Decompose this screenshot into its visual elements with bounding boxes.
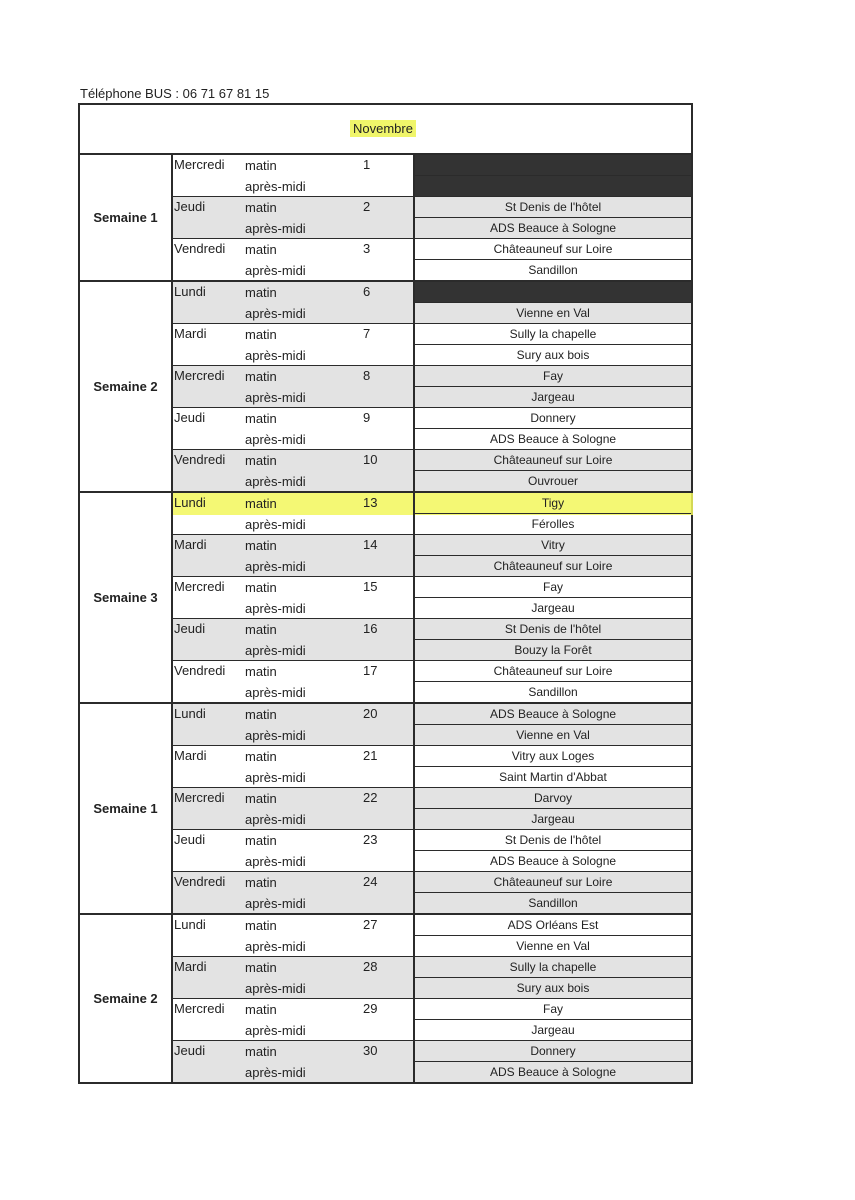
week-block: [80, 282, 691, 493]
place-cells: [415, 661, 691, 702]
place-afternoon: Sury aux bois: [516, 980, 590, 995]
morning-slot: [173, 704, 413, 725]
place-cells: [415, 282, 691, 323]
day-row: [173, 871, 691, 913]
afternoon-slot: [173, 218, 413, 239]
morning-slot: [173, 957, 413, 978]
place-cells: [415, 704, 691, 745]
afternoon-slot: [173, 682, 413, 703]
day-name: Mardi: [174, 326, 207, 341]
morning-slot: [173, 830, 413, 851]
afternoon-slot: [173, 514, 413, 535]
afternoon-slot: [173, 429, 413, 450]
morning-slot: [173, 450, 413, 471]
period-afternoon: après-midi: [245, 347, 306, 363]
schedule-table: [78, 103, 693, 1084]
place-cells: [415, 493, 691, 534]
place-cells: [415, 999, 691, 1040]
place-morning: Fay: [415, 999, 691, 1020]
day-name: Mercredi: [174, 1001, 225, 1016]
week-label: Semaine 2: [80, 282, 173, 491]
place-morning: Vitry: [415, 535, 691, 556]
period-afternoon: après-midi: [245, 1064, 306, 1080]
place-morning: St Denis de l'hôtel: [415, 830, 691, 851]
place-afternoon: ADS Beauce à Sologne: [489, 1064, 617, 1079]
period-morning: matin: [245, 158, 277, 173]
day-row: [173, 407, 691, 449]
day-row: [173, 660, 691, 702]
day-row: [173, 365, 691, 407]
day-label-cell: [173, 915, 415, 956]
period-afternoon: après-midi: [245, 389, 306, 405]
day-row: [173, 915, 691, 956]
morning-slot: [173, 282, 413, 303]
day-date: 28: [363, 959, 378, 974]
period-morning: matin: [245, 875, 277, 890]
period-afternoon: après-midi: [245, 642, 306, 658]
week-label: Semaine 1: [80, 704, 173, 913]
week-label: Semaine 1: [80, 155, 173, 280]
period-morning: matin: [245, 664, 277, 679]
period-afternoon: après-midi: [245, 431, 306, 447]
day-row: [173, 956, 691, 998]
afternoon-slot: [173, 1062, 413, 1083]
period-afternoon: après-midi: [245, 980, 306, 996]
period-morning: matin: [245, 960, 277, 975]
day-label-cell: [173, 830, 415, 871]
place-afternoon: Saint Martin d'Abbat: [499, 769, 607, 784]
month-title: Novembre: [350, 120, 416, 137]
weeks-container: [80, 155, 691, 1082]
day-date: 1: [363, 157, 371, 172]
period-morning: matin: [245, 411, 277, 426]
day-date: 22: [363, 790, 378, 805]
day-name: Lundi: [174, 706, 206, 721]
afternoon-slot: [173, 1020, 413, 1041]
day-date: 3: [363, 241, 371, 256]
week-block: [80, 155, 691, 282]
day-row: [173, 238, 691, 280]
place-morning: Donnery: [415, 408, 691, 429]
period-afternoon: après-midi: [245, 220, 306, 236]
period-morning: matin: [245, 580, 277, 595]
day-row: [173, 196, 691, 238]
place-morning: Tigy: [415, 493, 691, 514]
day-row: [173, 618, 691, 660]
afternoon-slot: [173, 387, 413, 408]
day-row: [173, 493, 691, 534]
period-afternoon: après-midi: [245, 516, 306, 532]
place-cells: [415, 619, 691, 660]
day-row: [173, 829, 691, 871]
morning-slot: [173, 197, 413, 218]
period-afternoon: après-midi: [245, 558, 306, 574]
day-name: Lundi: [174, 495, 206, 510]
day-label-cell: [173, 957, 415, 998]
period-morning: matin: [245, 285, 277, 300]
place-cells: [415, 239, 691, 280]
period-afternoon: après-midi: [245, 684, 306, 700]
day-name: Lundi: [174, 284, 206, 299]
day-name: Jeudi: [174, 199, 206, 214]
afternoon-slot: [173, 598, 413, 619]
period-afternoon: après-midi: [245, 1022, 306, 1038]
place-afternoon: Jargeau: [531, 811, 575, 826]
place-cells: [415, 408, 691, 449]
day-name: Vendredi: [174, 452, 226, 467]
morning-slot: [173, 915, 413, 936]
period-afternoon: après-midi: [245, 473, 306, 489]
afternoon-slot: [173, 809, 413, 830]
day-row: [173, 155, 691, 196]
day-label-cell: [173, 197, 415, 238]
place-afternoon: [415, 176, 691, 197]
title-row: [80, 105, 691, 155]
day-date: 7: [363, 326, 371, 341]
place-afternoon: Vienne en Val: [516, 727, 590, 742]
period-morning: matin: [245, 749, 277, 764]
place-cells: [415, 830, 691, 871]
place-afternoon: Ouvrouer: [527, 473, 579, 488]
morning-slot: [173, 577, 413, 598]
morning-slot: [173, 1041, 413, 1062]
place-morning: St Denis de l'hôtel: [415, 197, 691, 218]
place-afternoon: Sandillon: [528, 895, 578, 910]
place-morning: Donnery: [415, 1041, 691, 1062]
day-date: 24: [363, 874, 378, 889]
day-label-cell: [173, 999, 415, 1040]
period-afternoon: après-midi: [245, 600, 306, 616]
week-label: Semaine 2: [80, 915, 173, 1082]
place-afternoon: Sury aux bois: [516, 347, 590, 362]
day-label-cell: [173, 1041, 415, 1082]
day-label-cell: [173, 788, 415, 829]
place-cells: [415, 366, 691, 407]
period-morning: matin: [245, 1002, 277, 1017]
place-morning: ADS Beauce à Sologne: [415, 704, 691, 725]
afternoon-slot: [173, 725, 413, 746]
day-name: Jeudi: [174, 410, 206, 425]
afternoon-slot: [173, 471, 413, 492]
place-afternoon: Férolles: [531, 516, 575, 531]
day-label-cell: [173, 577, 415, 618]
period-morning: matin: [245, 791, 277, 806]
period-afternoon: après-midi: [245, 938, 306, 954]
place-afternoon: ADS Beauce à Sologne: [489, 220, 617, 235]
place-afternoon: Sandillon: [528, 684, 578, 699]
place-cells: [415, 324, 691, 365]
place-cells: [415, 1041, 691, 1082]
day-date: 15: [363, 579, 378, 594]
day-row: [173, 998, 691, 1040]
morning-slot: [173, 239, 413, 260]
day-row: [173, 534, 691, 576]
afternoon-slot: [173, 978, 413, 999]
period-morning: matin: [245, 918, 277, 933]
period-afternoon: après-midi: [245, 305, 306, 321]
place-morning: Fay: [415, 577, 691, 598]
place-cells: [415, 197, 691, 238]
morning-slot: [173, 324, 413, 345]
day-row: [173, 576, 691, 618]
period-afternoon: après-midi: [245, 727, 306, 743]
day-label-cell: [173, 155, 415, 196]
day-label-cell: [173, 872, 415, 913]
day-date: 27: [363, 917, 378, 932]
day-row: [173, 1040, 691, 1082]
place-afternoon: Jargeau: [531, 600, 575, 615]
morning-slot: [173, 366, 413, 387]
morning-slot: [173, 788, 413, 809]
afternoon-slot: [173, 556, 413, 577]
place-morning: [415, 155, 691, 176]
bus-phone: Téléphone BUS : 06 71 67 81 15: [80, 86, 270, 101]
day-date: 14: [363, 537, 378, 552]
day-date: 21: [363, 748, 378, 763]
day-label-cell: [173, 619, 415, 660]
place-afternoon: Jargeau: [531, 389, 575, 404]
place-afternoon: Jargeau: [531, 1022, 575, 1037]
day-name: Mercredi: [174, 579, 225, 594]
morning-slot: [173, 746, 413, 767]
period-afternoon: après-midi: [245, 178, 306, 194]
day-name: Vendredi: [174, 874, 226, 889]
day-name: Jeudi: [174, 832, 206, 847]
day-name: Mardi: [174, 959, 207, 974]
period-morning: matin: [245, 369, 277, 384]
place-morning: Châteauneuf sur Loire: [415, 872, 691, 893]
week-days: [173, 155, 691, 280]
morning-slot: [173, 872, 413, 893]
afternoon-slot: [173, 851, 413, 872]
day-date: 29: [363, 1001, 378, 1016]
afternoon-slot: [173, 767, 413, 788]
period-afternoon: après-midi: [245, 769, 306, 785]
week-label: Semaine 3: [80, 493, 173, 702]
period-morning: matin: [245, 327, 277, 342]
day-label-cell: [173, 535, 415, 576]
day-label-cell: [173, 239, 415, 280]
place-afternoon: ADS Beauce à Sologne: [489, 853, 617, 868]
day-date: 30: [363, 1043, 378, 1058]
place-morning: Châteauneuf sur Loire: [415, 239, 691, 260]
place-cells: [415, 872, 691, 913]
day-date: 10: [363, 452, 378, 467]
day-row: [173, 787, 691, 829]
day-name: Mardi: [174, 537, 207, 552]
day-row: [173, 449, 691, 491]
place-morning: Sully la chapelle: [415, 957, 691, 978]
day-label-cell: [173, 282, 415, 323]
afternoon-slot: [173, 345, 413, 366]
day-date: 2: [363, 199, 371, 214]
day-name: Mercredi: [174, 790, 225, 805]
day-date: 13: [363, 495, 378, 510]
morning-slot: [173, 155, 413, 176]
day-name: Vendredi: [174, 663, 226, 678]
place-cells: [415, 535, 691, 576]
place-cells: [415, 577, 691, 618]
week-block: [80, 704, 691, 915]
place-afternoon: Vienne en Val: [516, 938, 590, 953]
afternoon-slot: [173, 936, 413, 957]
place-morning: Fay: [415, 366, 691, 387]
week-days: [173, 915, 691, 1082]
place-cells: [415, 746, 691, 787]
day-name: Mercredi: [174, 368, 225, 383]
day-date: 20: [363, 706, 378, 721]
day-name: Lundi: [174, 917, 206, 932]
day-name: Jeudi: [174, 1043, 206, 1058]
day-label-cell: [173, 704, 415, 745]
day-date: 6: [363, 284, 371, 299]
place-morning: Sully la chapelle: [415, 324, 691, 345]
afternoon-slot: [173, 260, 413, 281]
day-name: Mardi: [174, 748, 207, 763]
period-morning: matin: [245, 242, 277, 257]
day-label-cell: [173, 661, 415, 702]
afternoon-slot: [173, 640, 413, 661]
place-cells: [415, 915, 691, 956]
place-afternoon: Vienne en Val: [516, 305, 590, 320]
week-block: [80, 915, 691, 1082]
place-afternoon: Bouzy la Forêt: [514, 642, 592, 657]
day-date: 23: [363, 832, 378, 847]
morning-slot: [173, 999, 413, 1020]
day-date: 8: [363, 368, 371, 383]
morning-slot: [173, 408, 413, 429]
day-date: 9: [363, 410, 371, 425]
place-cells: [415, 957, 691, 998]
period-morning: matin: [245, 1044, 277, 1059]
period-morning: matin: [245, 453, 277, 468]
day-label-cell: [173, 746, 415, 787]
period-afternoon: après-midi: [245, 895, 306, 911]
period-afternoon: après-midi: [245, 262, 306, 278]
period-afternoon: après-midi: [245, 811, 306, 827]
week-days: [173, 282, 691, 491]
period-morning: matin: [245, 200, 277, 215]
week-days: [173, 704, 691, 913]
place-cells: [415, 788, 691, 829]
day-row: [173, 323, 691, 365]
place-cells: [415, 450, 691, 491]
place-morning: St Denis de l'hôtel: [415, 619, 691, 640]
period-morning: matin: [245, 622, 277, 637]
day-label-cell: [173, 450, 415, 491]
day-row: [173, 704, 691, 745]
morning-slot: [173, 535, 413, 556]
day-name: Vendredi: [174, 241, 226, 256]
day-label-cell: [173, 493, 415, 534]
day-name: Mercredi: [174, 157, 225, 172]
week-days: [173, 493, 691, 702]
afternoon-slot: [173, 303, 413, 324]
day-name: Jeudi: [174, 621, 206, 636]
morning-slot: [173, 619, 413, 640]
place-morning: Châteauneuf sur Loire: [415, 661, 691, 682]
day-date: 17: [363, 663, 378, 678]
place-morning: Darvoy: [415, 788, 691, 809]
day-label-cell: [173, 366, 415, 407]
period-morning: matin: [245, 496, 277, 511]
day-row: [173, 745, 691, 787]
place-afternoon: Châteauneuf sur Loire: [493, 558, 613, 573]
place-morning: ADS Orléans Est: [415, 915, 691, 936]
period-morning: matin: [245, 833, 277, 848]
place-morning: Châteauneuf sur Loire: [415, 450, 691, 471]
place-morning: [415, 282, 691, 303]
day-row: [173, 282, 691, 323]
afternoon-slot: [173, 176, 413, 197]
place-afternoon: ADS Beauce à Sologne: [489, 431, 617, 446]
period-afternoon: après-midi: [245, 853, 306, 869]
day-date: 16: [363, 621, 378, 636]
week-block: [80, 493, 691, 704]
place-morning: Vitry aux Loges: [415, 746, 691, 767]
morning-slot: [173, 661, 413, 682]
day-label-cell: [173, 408, 415, 449]
place-cells: [415, 155, 691, 196]
day-label-cell: [173, 324, 415, 365]
period-morning: matin: [245, 707, 277, 722]
afternoon-slot: [173, 893, 413, 914]
period-morning: matin: [245, 538, 277, 553]
place-afternoon: Sandillon: [528, 262, 578, 277]
morning-slot: [173, 493, 413, 514]
